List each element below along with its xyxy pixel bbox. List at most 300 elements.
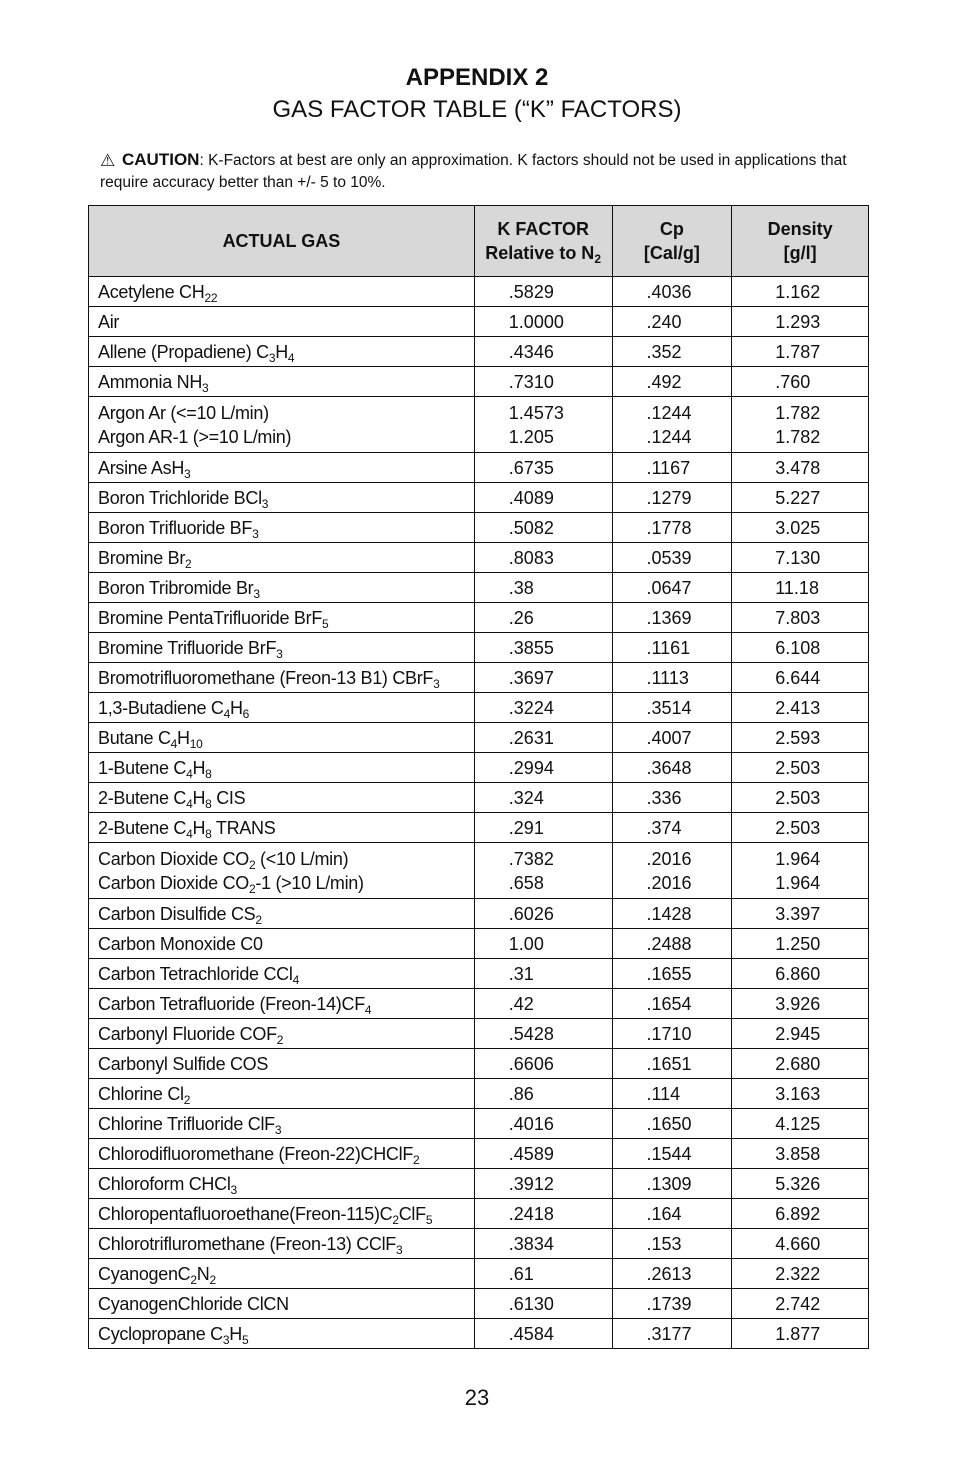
density-value: 6.860 (775, 963, 821, 984)
gas-name: $Chloropentafluoroethane(Freon-115)C_2ClF_5$ (89, 1199, 475, 1229)
density-value-cell (732, 1229, 869, 1259)
table-row (89, 1229, 869, 1259)
gas-name (89, 397, 475, 453)
table-row (89, 1169, 869, 1199)
table-row (89, 337, 869, 367)
table-title: GAS FACTOR TABLE (“K” FACTORS) (272, 96, 682, 123)
cp-value-cell (612, 1139, 732, 1169)
cp-value: .1544 (646, 1143, 692, 1164)
gas-name-line: Carbon Dioxide $CO_2$ (<10 L/min) (98, 848, 349, 872)
gas-name: 1-Butene $C_4H_8$ (89, 753, 475, 783)
k-factor-value-cell (474, 483, 612, 513)
k-factor-value: .4589 (508, 1143, 554, 1164)
gas-name: 1,3-Butadiene $C_4H_6$ (89, 693, 475, 723)
density-value-cell (732, 483, 869, 513)
k-factor-value: .4016 (508, 1113, 554, 1134)
cp-value: .1167 (646, 457, 691, 478)
k-factor-value-cell (474, 693, 612, 723)
density-value: 1.787 (775, 341, 821, 362)
cp-value-cell (612, 337, 732, 367)
k-factor-value: .4346 (508, 341, 554, 362)
k-factor-value-cell (474, 633, 612, 663)
cp-value: .0647 (646, 577, 692, 598)
k-factor-value: .291 (508, 817, 544, 838)
header-actual-gas: ACTUAL GAS (89, 206, 475, 277)
density-value: 2.503 (775, 817, 821, 838)
table-row (89, 1139, 869, 1169)
k-factor-value: .324 (508, 787, 544, 808)
k-factor-value: .2418 (508, 1203, 554, 1224)
cp-value: .1244 (646, 426, 692, 447)
gas-name: Boron Tribromide $Br_3$ (89, 573, 475, 603)
cp-value: .3177 (646, 1323, 692, 1344)
cp-value: .2613 (646, 1263, 692, 1284)
density-value: 1.782 (775, 402, 821, 423)
k-factor-value-cell (474, 663, 612, 693)
k-factor-value: 1.205 (508, 426, 554, 447)
density-value: 2.593 (775, 727, 821, 748)
header-k-factor (474, 206, 612, 277)
cp-value: .1279 (646, 487, 692, 508)
cp-value-cell (612, 663, 732, 693)
gas-name: CyanogenChloride ClCN (89, 1289, 475, 1319)
cp-value-cell (612, 573, 732, 603)
cp-value-cell (612, 1229, 732, 1259)
cp-value: .352 (646, 341, 682, 362)
density-value: 1.293 (775, 311, 821, 332)
cp-value-cell (612, 453, 732, 483)
cp-value: .3648 (646, 757, 692, 778)
density-value-cell (732, 573, 869, 603)
table-row (89, 1079, 869, 1109)
caution-text: : K-Factors at best are only an approximation. K factors should not be used in applications that require accuracy better than +/- 5 to 10%. (100, 152, 847, 191)
k-factor-value-cell (474, 1169, 612, 1199)
table-row (89, 1259, 869, 1289)
k-factor-value-cell (474, 723, 612, 753)
density-value: 3.163 (775, 1083, 821, 1104)
warning-triangle-icon: ⚠ (100, 151, 116, 170)
table-row (89, 959, 869, 989)
density-value: 1.877 (775, 1323, 821, 1344)
density-value: 2.742 (775, 1293, 821, 1314)
k-factor-value-cell (474, 1139, 612, 1169)
cp-value-cell (612, 959, 732, 989)
density-value: 4.125 (775, 1113, 821, 1134)
table-row (89, 693, 869, 723)
cp-value-cell (612, 307, 732, 337)
cp-value-cell (612, 397, 732, 453)
gas-name: Carbonyl Sulfide COS (89, 1049, 475, 1079)
density-value-cell (732, 723, 869, 753)
gas-name: Bromotrifluoromethane (Freon-13 B1) CBrF$_3$ (89, 663, 475, 693)
gas-name: Allene (Propadiene) $C_3H_4$ (89, 337, 475, 367)
cp-value-cell (612, 633, 732, 663)
density-value: 1.782 (775, 426, 821, 447)
table-body (89, 277, 869, 1349)
density-value-cell (732, 783, 869, 813)
gas-factor-table (88, 205, 869, 1349)
cp-value: .1650 (646, 1113, 692, 1134)
cp-value-cell (612, 843, 732, 899)
k-factor-value: .42 (508, 993, 534, 1014)
gas-name: Carbon Monoxide C0 (89, 929, 475, 959)
k-factor-value-cell (474, 899, 612, 929)
gas-name: Bromine $Br_2$ (89, 543, 475, 573)
k-factor-value-cell (474, 1199, 612, 1229)
table-row (89, 573, 869, 603)
cp-value: .2016 (646, 848, 692, 869)
density-value: 3.478 (775, 457, 821, 478)
k-factor-value-cell (474, 543, 612, 573)
k-factor-value: .3834 (508, 1233, 554, 1254)
cp-value-cell (612, 1049, 732, 1079)
k-factor-value: .5829 (508, 281, 554, 302)
cp-value: .4007 (646, 727, 692, 748)
cp-value: .1655 (646, 963, 692, 984)
cp-value: .492 (646, 371, 682, 392)
density-value: 3.397 (775, 903, 821, 924)
k-factor-value: .6606 (508, 1053, 554, 1074)
table-row (89, 543, 869, 573)
cp-value: .4036 (646, 281, 692, 302)
density-value-cell (732, 813, 869, 843)
cp-value-cell (612, 1109, 732, 1139)
table-row (89, 397, 869, 453)
density-value-cell (732, 543, 869, 573)
k-factor-value-cell (474, 1289, 612, 1319)
density-value-cell (732, 989, 869, 1019)
k-factor-value: .6130 (508, 1293, 554, 1314)
caution-label: CAUTION (122, 150, 200, 169)
cp-value: .0539 (646, 547, 692, 568)
density-value-cell (732, 603, 869, 633)
cp-value: .1369 (646, 607, 692, 628)
density-value-cell (732, 1199, 869, 1229)
density-value-cell (732, 1259, 869, 1289)
k-factor-value-cell (474, 1049, 612, 1079)
cp-value-cell (612, 277, 732, 307)
density-value: 6.892 (775, 1203, 821, 1224)
k-factor-value: .7382 (508, 848, 554, 869)
cp-value: .1654 (646, 993, 692, 1014)
k-factor-value: .61 (508, 1263, 534, 1284)
header-cp-line2: [Cal/g] (643, 243, 700, 263)
density-value-cell (732, 1109, 869, 1139)
k-factor-value: .2631 (508, 727, 554, 748)
density-value: .760 (775, 371, 811, 392)
k-factor-value: .86 (508, 1083, 534, 1104)
cp-value: .2488 (646, 933, 692, 954)
cp-value-cell (612, 693, 732, 723)
k-factor-value-cell (474, 1019, 612, 1049)
table-row (89, 663, 869, 693)
gas-name: $CyanogenC_2N_2$ (89, 1259, 475, 1289)
density-value: 3.926 (775, 993, 821, 1014)
k-factor-value: .6735 (508, 457, 554, 478)
cp-value: .1309 (646, 1173, 692, 1194)
table-row (89, 723, 869, 753)
k-factor-value-cell (474, 397, 612, 453)
density-value: 7.803 (775, 607, 821, 628)
cp-value-cell (612, 753, 732, 783)
cp-value-cell (612, 989, 732, 1019)
density-value-cell (732, 633, 869, 663)
cp-value: .1161 (646, 637, 691, 658)
title-block (0, 62, 954, 126)
k-factor-value: .658 (508, 872, 544, 893)
cp-value-cell (612, 367, 732, 397)
k-factor-value-cell (474, 277, 612, 307)
density-value-cell (732, 899, 869, 929)
gas-name (89, 843, 475, 899)
density-value-cell (732, 1019, 869, 1049)
gas-name: Arsine AsH$_3$ (89, 453, 475, 483)
density-value: 7.130 (775, 547, 821, 568)
k-factor-value-cell (474, 453, 612, 483)
cp-value-cell (612, 513, 732, 543)
k-factor-value-cell (474, 513, 612, 543)
density-value: 1.250 (775, 933, 821, 954)
gas-name: Chloroform CHCl$_3$ (89, 1169, 475, 1199)
cp-value: .1739 (646, 1293, 692, 1314)
density-value-cell (732, 1049, 869, 1079)
k-factor-value: .3224 (508, 697, 554, 718)
k-factor-value: .7310 (508, 371, 554, 392)
gas-name: Chlorine $Cl_2$ (89, 1079, 475, 1109)
cp-value-cell (612, 1019, 732, 1049)
density-value: 3.858 (775, 1143, 821, 1164)
density-value-cell (732, 1169, 869, 1199)
k-factor-value-cell (474, 1259, 612, 1289)
k-factor-value-cell (474, 1229, 612, 1259)
density-value-cell (732, 277, 869, 307)
density-value: 4.660 (775, 1233, 821, 1254)
cp-value-cell (612, 813, 732, 843)
gas-name-line: Argon Ar (<=10 L/min) (98, 402, 269, 423)
gas-name: Chlorine Trifluoride ClF$_3$ (89, 1109, 475, 1139)
cp-value-cell (612, 1289, 732, 1319)
cp-value-cell (612, 899, 732, 929)
k-factor-value: .31 (508, 963, 534, 984)
density-value: 2.503 (775, 757, 821, 778)
cp-value: .1428 (646, 903, 692, 924)
k-factor-value-cell (474, 307, 612, 337)
table-row (89, 929, 869, 959)
k-factor-value-cell (474, 783, 612, 813)
header-k-factor-line1: K FACTOR (497, 219, 589, 239)
gas-name: Carbon Tetrachloride CCl$_4$ (89, 959, 475, 989)
cp-value: .1710 (646, 1023, 692, 1044)
cp-value-cell (612, 1199, 732, 1229)
density-value: 1.964 (775, 872, 821, 893)
table-row (89, 307, 869, 337)
cp-value-cell (612, 1319, 732, 1349)
cp-value-cell (612, 929, 732, 959)
gas-name-line: Argon AR-1 (>=10 L/min) (98, 426, 292, 447)
table-row (89, 1109, 869, 1139)
table-row (89, 989, 869, 1019)
cp-value: .336 (646, 787, 682, 808)
k-factor-value: 1.4573 (508, 402, 564, 423)
density-value: 6.108 (775, 637, 821, 658)
density-value: 5.326 (775, 1173, 821, 1194)
density-value-cell (732, 693, 869, 723)
density-value-cell (732, 959, 869, 989)
k-factor-value: 1.00 (508, 933, 544, 954)
caution-note (100, 149, 860, 194)
cp-value: .1651 (646, 1053, 692, 1074)
cp-value: .1113 (646, 667, 689, 688)
table-row (89, 1289, 869, 1319)
density-value: 6.644 (775, 667, 821, 688)
gas-name-line: Carbon Dioxide $CO_2-1$ (>10 L/min) (98, 872, 364, 896)
density-value-cell (732, 453, 869, 483)
k-factor-value: .6026 (508, 903, 554, 924)
table-row (89, 633, 869, 663)
k-factor-value: .3912 (508, 1173, 554, 1194)
header-density-line1: Density (767, 219, 833, 239)
k-factor-value: .3697 (508, 667, 554, 688)
header-density-line2: [g/l] (783, 243, 817, 263)
gas-name: Carbonyl Fluoride $COF_2$ (89, 1019, 475, 1049)
density-value: 1.162 (775, 281, 821, 302)
cp-value-cell (612, 1259, 732, 1289)
gas-name: Cyclopropane $C_3H_5$ (89, 1319, 475, 1349)
density-value-cell (732, 367, 869, 397)
cp-value: .114 (646, 1083, 681, 1104)
gas-name: Air (89, 307, 475, 337)
gas-name: Ammonia $NH_3$ (89, 367, 475, 397)
gas-name: Boron Trichloride BCl$_3$ (89, 483, 475, 513)
k-factor-value-cell (474, 603, 612, 633)
cp-value: .1778 (646, 517, 692, 538)
table-row (89, 1049, 869, 1079)
k-factor-value-cell (474, 989, 612, 1019)
table-row (89, 513, 869, 543)
k-factor-value-cell (474, 1319, 612, 1349)
cp-value: .164 (646, 1203, 682, 1224)
k-factor-value: .38 (508, 577, 534, 598)
gas-name: 2-Butene $C_4H_8$ TRANS (89, 813, 475, 843)
table-row (89, 1199, 869, 1229)
page-number: 23 (464, 1385, 490, 1410)
gas-name: Chlorodifluoromethane (Freon-22)CHClF$_2$ (89, 1139, 475, 1169)
k-factor-value-cell (474, 843, 612, 899)
k-factor-value: .26 (508, 607, 534, 628)
table-row (89, 483, 869, 513)
k-factor-value-cell (474, 1079, 612, 1109)
gas-name: Bromine Trifluoride BrF$_3$ (89, 633, 475, 663)
gas-name: Butane $C_4H_{10}$ (89, 723, 475, 753)
header-cp-line1: Cp (659, 219, 684, 239)
density-value: 11.18 (775, 577, 819, 598)
density-value: 2.945 (775, 1023, 821, 1044)
cp-value-cell (612, 723, 732, 753)
k-factor-value-cell (474, 1109, 612, 1139)
cp-value-cell (612, 1079, 732, 1109)
header-k-factor-line2: Relative to $N_2$ (485, 243, 601, 266)
density-value: 2.413 (775, 697, 821, 718)
cp-value: .153 (646, 1233, 682, 1254)
cp-value: .2016 (646, 872, 692, 893)
k-factor-value: .5428 (508, 1023, 554, 1044)
k-factor-value-cell (474, 753, 612, 783)
cp-value-cell (612, 603, 732, 633)
density-value-cell (732, 1319, 869, 1349)
density-value: 1.964 (775, 848, 821, 869)
table-row (89, 1319, 869, 1349)
table-row (89, 1019, 869, 1049)
table-row (89, 813, 869, 843)
k-factor-value-cell (474, 367, 612, 397)
table-row (89, 603, 869, 633)
density-value-cell (732, 1079, 869, 1109)
gas-name: 2-Butene $C_4H_8$ CIS (89, 783, 475, 813)
density-value-cell (732, 337, 869, 367)
gas-name: Acetylene $CH_{22}$ (89, 277, 475, 307)
density-value-cell (732, 307, 869, 337)
density-value-cell (732, 513, 869, 543)
density-value-cell (732, 843, 869, 899)
cp-value: .1244 (646, 402, 692, 423)
table-row (89, 277, 869, 307)
gas-name: Carbon Disulfide $CS_2$ (89, 899, 475, 929)
table-row (89, 453, 869, 483)
density-value: 3.025 (775, 517, 821, 538)
k-factor-value-cell (474, 929, 612, 959)
cp-value: .240 (646, 311, 682, 332)
k-factor-value: .2994 (508, 757, 554, 778)
table-row (89, 367, 869, 397)
gas-name: Bromine PentaTrifluoride BrF$_5$ (89, 603, 475, 633)
k-factor-value-cell (474, 813, 612, 843)
cp-value-cell (612, 483, 732, 513)
cp-value-cell (612, 543, 732, 573)
cp-value-cell (612, 1169, 732, 1199)
k-factor-value-cell (474, 959, 612, 989)
table-row (89, 899, 869, 929)
table-row (89, 843, 869, 899)
table-row (89, 783, 869, 813)
header-cp (612, 206, 732, 277)
density-value: 5.227 (775, 487, 821, 508)
k-factor-value: .4089 (508, 487, 554, 508)
cp-value: .374 (646, 817, 682, 838)
k-factor-value-cell (474, 337, 612, 367)
k-factor-value: .8083 (508, 547, 554, 568)
k-factor-value: 1.0000 (508, 311, 564, 332)
density-value-cell (732, 1289, 869, 1319)
gas-name: Chlorotrifluromethane (Freon-13) CClF$_3$ (89, 1229, 475, 1259)
density-value: 2.680 (775, 1053, 821, 1074)
cp-value-cell (612, 783, 732, 813)
table-header-row (89, 206, 869, 277)
cp-value: .3514 (646, 697, 692, 718)
density-value-cell (732, 1139, 869, 1169)
gas-name: Carbon Tetrafluoride $(Freon-14)CF_4$ (89, 989, 475, 1019)
table-row (89, 753, 869, 783)
density-value-cell (732, 929, 869, 959)
k-factor-value: .5082 (508, 517, 554, 538)
density-value-cell (732, 397, 869, 453)
density-value: 2.322 (775, 1263, 821, 1284)
density-value-cell (732, 663, 869, 693)
k-factor-value-cell (474, 573, 612, 603)
k-factor-value: .4584 (508, 1323, 554, 1344)
density-value: 2.503 (775, 787, 821, 808)
k-factor-value: .3855 (508, 637, 554, 658)
gas-name: Boron Trifluoride $BF_3$ (89, 513, 475, 543)
